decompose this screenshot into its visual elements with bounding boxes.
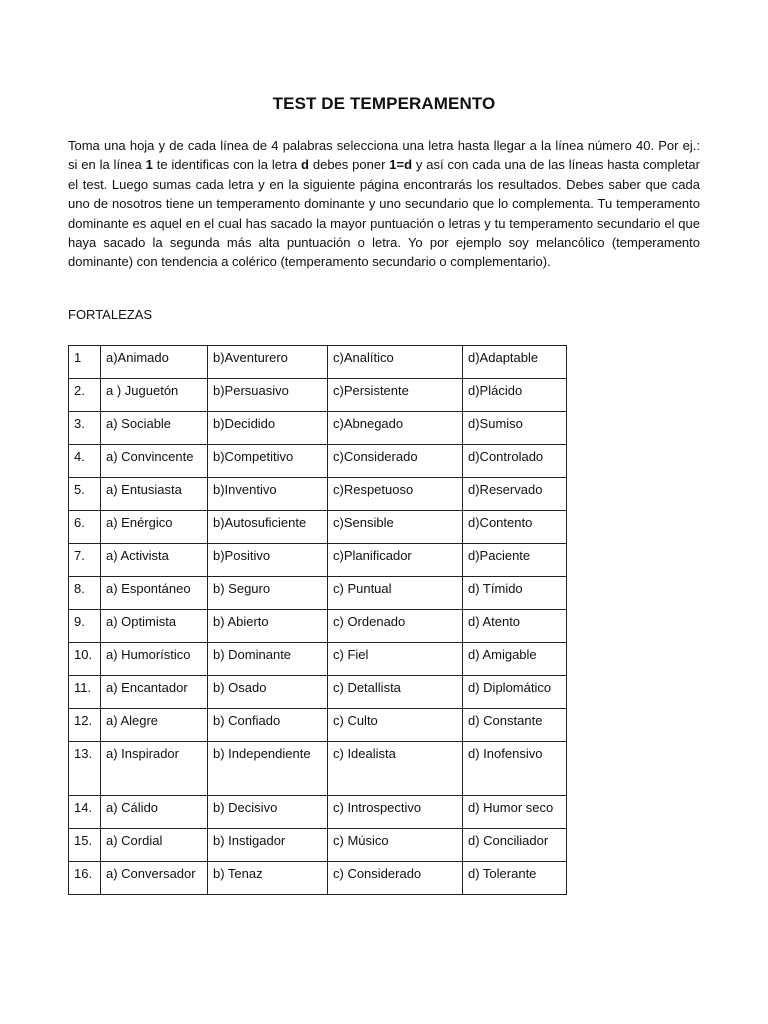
row-number: 4. (69, 445, 101, 478)
row-number: 7. (69, 544, 101, 577)
row-number: 9. (69, 610, 101, 643)
intro-bold-example: 1=d (389, 157, 413, 173)
option-d: d) Amigable (463, 643, 567, 676)
option-c: c)Sensible (328, 511, 463, 544)
option-d: d) Humor seco (463, 796, 567, 829)
table-row (69, 445, 567, 478)
row-number: 3. (69, 412, 101, 445)
table-row (69, 610, 567, 643)
option-a: a) Convincente (101, 445, 208, 478)
option-a: a) Cordial (101, 829, 208, 862)
option-c: c)Considerado (328, 445, 463, 478)
option-d: d) Diplomático (463, 676, 567, 709)
table-row (69, 742, 567, 796)
option-d: d) Tímido (463, 577, 567, 610)
row-number: 6. (69, 511, 101, 544)
table-row (69, 577, 567, 610)
option-b: b) Tenaz (208, 862, 328, 895)
table-row (69, 796, 567, 829)
option-b: b) Osado (208, 676, 328, 709)
option-a: a)Animado (101, 346, 208, 379)
option-a: a) Conversador (101, 862, 208, 895)
option-a: a) Sociable (101, 412, 208, 445)
option-a: a) Inspirador (101, 742, 208, 796)
option-c: c) Ordenado (328, 610, 463, 643)
option-c: c) Considerado (328, 862, 463, 895)
intro-text-1: Toma una hoja y de cada línea de 4 palabras selecciona una letra hasta llegar a la línea número 40. Por ej.: si en la línea (68, 138, 700, 173)
option-d: d)Reservado (463, 478, 567, 511)
option-d: d) Constante (463, 709, 567, 742)
option-b: b)Aventurero (208, 346, 328, 379)
table-row (69, 709, 567, 742)
option-a: a) Humorístico (101, 643, 208, 676)
intro-bold-line-number: 1 (145, 157, 153, 173)
page-title: TEST DE TEMPERAMENTO (272, 94, 496, 113)
table-row (69, 676, 567, 709)
option-b: b) Confiado (208, 709, 328, 742)
option-d: d)Contento (463, 511, 567, 544)
table-row (69, 478, 567, 511)
table-row (69, 643, 567, 676)
option-a: a) Enérgico (101, 511, 208, 544)
option-a: a) Entusiasta (101, 478, 208, 511)
row-number: 11. (69, 676, 101, 709)
option-a: a) Cálido (101, 796, 208, 829)
table-row (69, 412, 567, 445)
option-c: c) Puntual (328, 577, 463, 610)
row-number: 12. (69, 709, 101, 742)
option-a: a) Optimista (101, 610, 208, 643)
option-c: c)Planificador (328, 544, 463, 577)
option-c: c) Detallista (328, 676, 463, 709)
option-a: a) Activista (101, 544, 208, 577)
option-d: d)Sumiso (463, 412, 567, 445)
option-c: c) Culto (328, 709, 463, 742)
option-d: d) Conciliador (463, 829, 567, 862)
option-a: a) Espontáneo (101, 577, 208, 610)
option-c: c) Músico (328, 829, 463, 862)
row-number: 13. (69, 742, 101, 796)
row-number: 16. (69, 862, 101, 895)
option-c: c) Idealista (328, 742, 463, 796)
option-c: c)Respetuoso (328, 478, 463, 511)
option-b: b)Inventivo (208, 478, 328, 511)
row-number: 5. (69, 478, 101, 511)
option-b: b) Dominante (208, 643, 328, 676)
option-b: b)Competitivo (208, 445, 328, 478)
option-c: c)Persistente (328, 379, 463, 412)
row-number: 15. (69, 829, 101, 862)
option-b: b)Decidido (208, 412, 328, 445)
option-b: b) Decisivo (208, 796, 328, 829)
option-b: b)Autosuficiente (208, 511, 328, 544)
table-row (69, 829, 567, 862)
option-d: d) Atento (463, 610, 567, 643)
table-row (69, 511, 567, 544)
option-b: b) Independiente (208, 742, 328, 796)
section-heading-fortalezas: FORTALEZAS (68, 307, 153, 322)
table-row (69, 862, 567, 895)
strengths-table (68, 345, 567, 895)
option-c: c)Analítico (328, 346, 463, 379)
option-b: b) Seguro (208, 577, 328, 610)
option-d: d)Controlado (463, 445, 567, 478)
row-number: 10. (69, 643, 101, 676)
option-d: d)Adaptable (463, 346, 567, 379)
option-a: a ) Juguetón (101, 379, 208, 412)
intro-bold-letter: d (301, 157, 309, 173)
option-b: b)Positivo (208, 544, 328, 577)
option-a: a) Encantador (101, 676, 208, 709)
table-row (69, 379, 567, 412)
option-a: a) Alegre (101, 709, 208, 742)
option-d: d)Paciente (463, 544, 567, 577)
option-d: d)Plácido (463, 379, 567, 412)
row-number: 8. (69, 577, 101, 610)
intro-paragraph (68, 136, 700, 272)
intro-text-3: debes poner (309, 157, 390, 173)
row-number: 2. (69, 379, 101, 412)
option-c: c)Abnegado (328, 412, 463, 445)
option-b: b) Instigador (208, 829, 328, 862)
intro-text-4: y así con cada una de las líneas hasta completar el test. Luego sumas cada letra y en la siguiente página encontrarás los resultados. Debes saber que cada uno de nosotros tiene un temperamento dominante y uno secundario que lo complementa. Tu temperamento dominante es aquel en el cual has sacado la mayor puntuación o letras y tu temperamento secundario el que haya sacado la segunda más alta puntuación o letra. Yo por ejemplo soy melancólico (temperamento dominante) con tendencia a colérico (temperamento secundario o complementario). (68, 157, 700, 270)
table-row (69, 544, 567, 577)
option-c: c) Fiel (328, 643, 463, 676)
option-d: d) Tolerante (463, 862, 567, 895)
option-c: c) Introspectivo (328, 796, 463, 829)
strengths-table-body (69, 346, 567, 895)
option-d: d) Inofensivo (463, 742, 567, 796)
option-b: b)Persuasivo (208, 379, 328, 412)
row-number: 14. (69, 796, 101, 829)
row-number: 1 (69, 346, 101, 379)
option-b: b) Abierto (208, 610, 328, 643)
table-row (69, 346, 567, 379)
intro-text-2: te identificas con la letra (152, 157, 302, 173)
